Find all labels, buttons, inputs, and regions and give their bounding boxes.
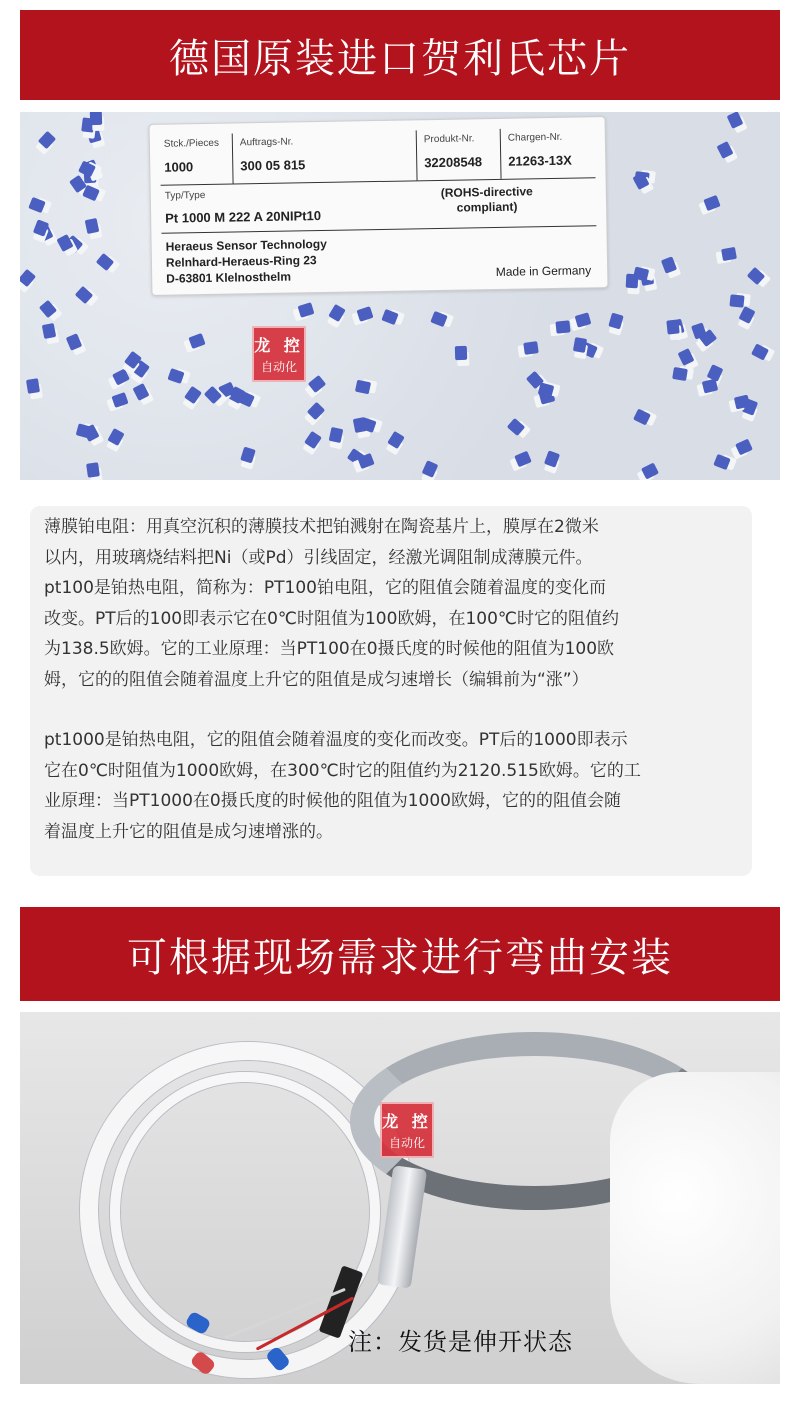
pieces-header: Stck./Pieces bbox=[163, 137, 220, 150]
chip-icon bbox=[358, 453, 375, 469]
address-line-1: Heraeus Sensor Technology bbox=[165, 236, 327, 254]
chip-icon bbox=[641, 463, 659, 480]
type-header: Typ/Type bbox=[164, 190, 206, 202]
rohs-note bbox=[441, 184, 534, 216]
chip-icon bbox=[237, 390, 255, 407]
description-line: 改变。PT后的100即表示它在0℃时阻值为100欧姆，在100℃时它的阻值约 bbox=[44, 608, 619, 629]
chip-icon bbox=[735, 439, 753, 456]
watermark-line-2: 自动化 bbox=[260, 360, 297, 374]
chip-icon bbox=[107, 428, 124, 446]
chip-icon bbox=[455, 345, 467, 359]
chip-icon bbox=[751, 343, 769, 360]
description-line: 业原理：当PT1000在0摄氏度的时候他的阻值为1000欧姆，它的的阻值会随 bbox=[44, 791, 621, 811]
chip-icon bbox=[90, 112, 102, 125]
section-2-title: 可根据现场需求进行弯曲安装 bbox=[127, 934, 673, 981]
chip-icon bbox=[82, 424, 99, 442]
label-divider-line bbox=[161, 225, 596, 234]
chip-icon bbox=[555, 320, 570, 333]
chip-icon bbox=[85, 218, 100, 234]
description-line: 姆，它的的阻值会随着温度上升它的阻值是成匀速增长（编辑前为“涨”） bbox=[44, 669, 589, 690]
shipping-note: 注：发货是伸开状态 bbox=[348, 1328, 573, 1356]
rohs-line-1: (ROHS-directive bbox=[440, 184, 533, 200]
watermark-line-2: 自动化 bbox=[388, 1136, 425, 1150]
chip-icon bbox=[298, 302, 315, 318]
chip-icon bbox=[304, 430, 322, 448]
chip-icon bbox=[506, 418, 524, 436]
chip-icon bbox=[422, 461, 439, 479]
chip-icon bbox=[544, 451, 560, 468]
chip-icon bbox=[328, 427, 343, 443]
chip-icon bbox=[28, 197, 45, 213]
description-line: 薄膜铂电阻：用真空沉积的薄膜技术把铂溅射在陶瓷基片上，膜厚在2微米 bbox=[44, 517, 599, 537]
description-line: 着温度上升它的阻值是成匀速增涨的。 bbox=[44, 821, 333, 842]
chip-icon bbox=[704, 195, 721, 211]
description-paragraph-2 bbox=[44, 725, 738, 847]
chip-icon bbox=[184, 386, 202, 404]
chip-icon bbox=[387, 431, 405, 449]
product-value: 32208548 bbox=[424, 154, 483, 171]
chip-icon bbox=[65, 333, 82, 351]
chip-icon bbox=[328, 304, 345, 322]
label-header-row bbox=[160, 127, 596, 186]
chip-icon bbox=[625, 274, 638, 289]
section-1-title: 德国原装进口贺利氏芯片 bbox=[169, 35, 631, 82]
type-value: Pt 1000 M 222 A 20NIPt10 bbox=[165, 208, 322, 226]
chip-icon bbox=[726, 112, 743, 129]
product-cell bbox=[424, 133, 482, 170]
chip-icon bbox=[112, 368, 130, 385]
chip-icon bbox=[672, 367, 688, 381]
chip-icon bbox=[713, 454, 730, 470]
chip-icon bbox=[167, 369, 184, 385]
chip-icon bbox=[38, 130, 56, 148]
address-line-3: D-63801 Klelnosthelm bbox=[166, 269, 292, 286]
chip-icon bbox=[678, 348, 695, 366]
chip-icon bbox=[633, 409, 651, 426]
chip-icon bbox=[514, 451, 532, 468]
chip-icon bbox=[26, 379, 40, 395]
chip-icon bbox=[132, 383, 149, 401]
chip-icon bbox=[661, 256, 677, 273]
description-line: 为138.5欧姆。它的工业原理：当PT100在0摄氏度的时候他的阻值为100欧 bbox=[44, 639, 615, 659]
watermark-line-1: 龙 控 bbox=[254, 336, 304, 355]
chip-packaging-photo bbox=[20, 112, 780, 480]
chip-icon bbox=[666, 319, 679, 334]
chip-icon bbox=[381, 309, 398, 325]
chip-icon bbox=[523, 341, 539, 355]
rohs-line-2: compliant) bbox=[456, 199, 518, 215]
chip-icon bbox=[42, 323, 56, 339]
label-divider bbox=[416, 130, 418, 180]
address-line-2: Relnhard-Heraeus-Ring 23 bbox=[165, 253, 317, 270]
order-value: 300 05 815 bbox=[240, 157, 306, 174]
chip-icon bbox=[747, 267, 765, 285]
watermark-line-1: 龙 控 bbox=[382, 1112, 432, 1131]
chip-icon bbox=[188, 333, 205, 349]
section-1-banner bbox=[20, 10, 780, 100]
chip-icon bbox=[354, 379, 370, 394]
chip-icon bbox=[574, 313, 591, 328]
pieces-cell bbox=[164, 138, 220, 175]
chip-icon bbox=[95, 253, 113, 271]
description-text-box bbox=[30, 506, 752, 876]
manufacturer-address bbox=[166, 236, 328, 287]
description-line: pt1000是铂热电阻，它的阻值会随着温度的变化而改变。PT后的1000即表示 bbox=[44, 730, 628, 750]
chip-icon bbox=[356, 307, 373, 323]
chip-icon bbox=[729, 294, 744, 307]
description-paragraph-1 bbox=[44, 512, 738, 695]
paragraph-spacer bbox=[44, 695, 738, 725]
product-header: Produkt-Nr. bbox=[423, 133, 475, 146]
batch-value: 21263-13X bbox=[508, 152, 572, 169]
chip-icon bbox=[701, 378, 717, 393]
description-line: 以内，用玻璃烧结料把Ni（或Pd）引线固定，经激光调阻制成薄膜元件。 bbox=[44, 547, 593, 568]
chip-icon bbox=[608, 313, 623, 330]
made-in-text: Made in Germany bbox=[495, 263, 592, 279]
chip-icon bbox=[573, 337, 587, 353]
chip-icon bbox=[721, 247, 737, 261]
chip-icon bbox=[307, 402, 325, 420]
chip-icon bbox=[734, 394, 750, 409]
chip-icon bbox=[20, 269, 36, 287]
chip-icon bbox=[39, 299, 57, 317]
order-cell bbox=[240, 136, 306, 173]
pieces-value: 1000 bbox=[164, 159, 194, 175]
chip-icon bbox=[111, 392, 128, 408]
description-line: pt100是铂热电阻，简称为：PT100铂电阻，它的阻值会随着温度的变化而 bbox=[44, 578, 606, 598]
section-2-banner bbox=[20, 907, 780, 1001]
watermark-stamp bbox=[252, 326, 306, 382]
chip-icon bbox=[240, 446, 256, 463]
chip-icon bbox=[430, 311, 447, 327]
batch-cell bbox=[508, 132, 572, 169]
chip-icon bbox=[738, 306, 755, 324]
chip-icon bbox=[74, 286, 92, 304]
batch-header: Chargen-Nr. bbox=[507, 131, 563, 144]
label-divider bbox=[232, 134, 234, 184]
label-divider bbox=[500, 129, 502, 179]
description-line: 它在0℃时阻值为1000欧姆，在300℃时它的阻值约为2120.515欧姆。它的工 bbox=[44, 760, 641, 781]
order-header: Auftrags-Nr. bbox=[239, 136, 294, 149]
chip-icon bbox=[307, 375, 325, 393]
watermark-stamp bbox=[380, 1102, 434, 1158]
chip-icon bbox=[716, 141, 733, 159]
gloved-hand-image bbox=[610, 1072, 780, 1384]
product-label bbox=[149, 116, 609, 296]
chip-icon bbox=[86, 462, 100, 478]
